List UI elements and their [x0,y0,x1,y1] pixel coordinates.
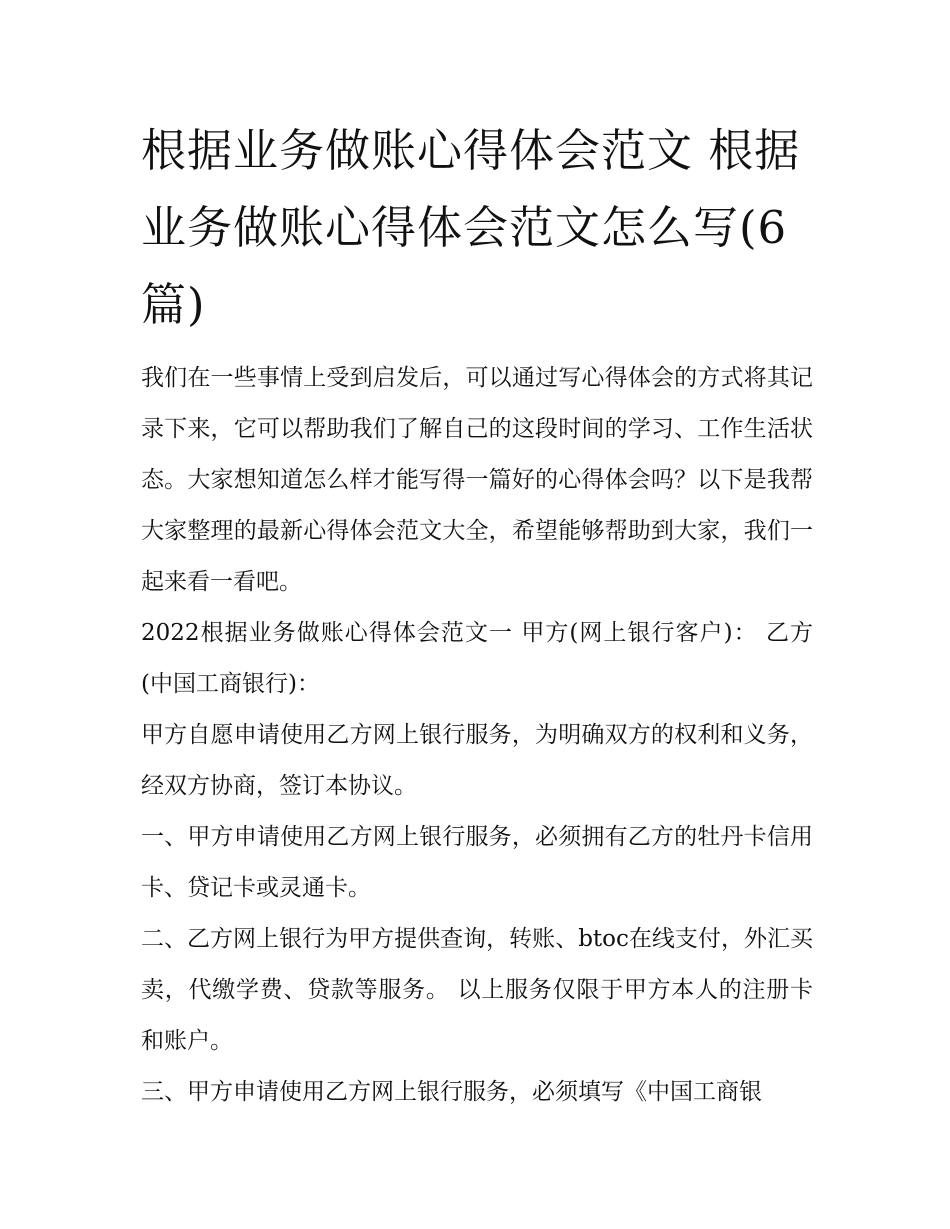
clause-3-paragraph: 三、甲方申请使用乙方网上银行服务，必须填写《中国工商银 [141,1079,762,1105]
clause-1-paragraph: 一、甲方申请使用乙方网上银行服务，必须拥有乙方的牡丹卡信用卡、贷记卡或灵通卡。 [141,824,813,901]
section-heading-paragraph: 2022根据业务做账心得体会范文一 甲方(网上银行客户)： 乙方(中国工商银行)： [141,620,813,697]
document-body [141,112,813,1118]
clause-2-paragraph: 二、乙方网上银行为甲方提供查询，转账、btoc在线支付，外汇买卖，代缴学费、贷款等服务。 以上服务仅限于甲方本人的注册卡和账户。 [141,926,813,1054]
agreement-intro-paragraph: 甲方自愿申请使用乙方网上银行服务，为明确双方的权利和义务，经双方协商，签订本协议。 [141,722,813,799]
intro-paragraph: 我们在一些事情上受到启发后，可以通过写心得体会的方式将其记录下来，它可以帮助我们了解自己的这段时间的学习、工作生活状态。大家想知道怎么样才能写得一篇好的心得体会吗？以下是我帮大家整理的最新心得体会范文大全，希望能够帮助到大家，我们一起来看一看吧。 [141,365,813,595]
document-title: 根据业务做账心得体会范文 根据业务做账心得体会范文怎么写(6篇) [141,124,801,331]
